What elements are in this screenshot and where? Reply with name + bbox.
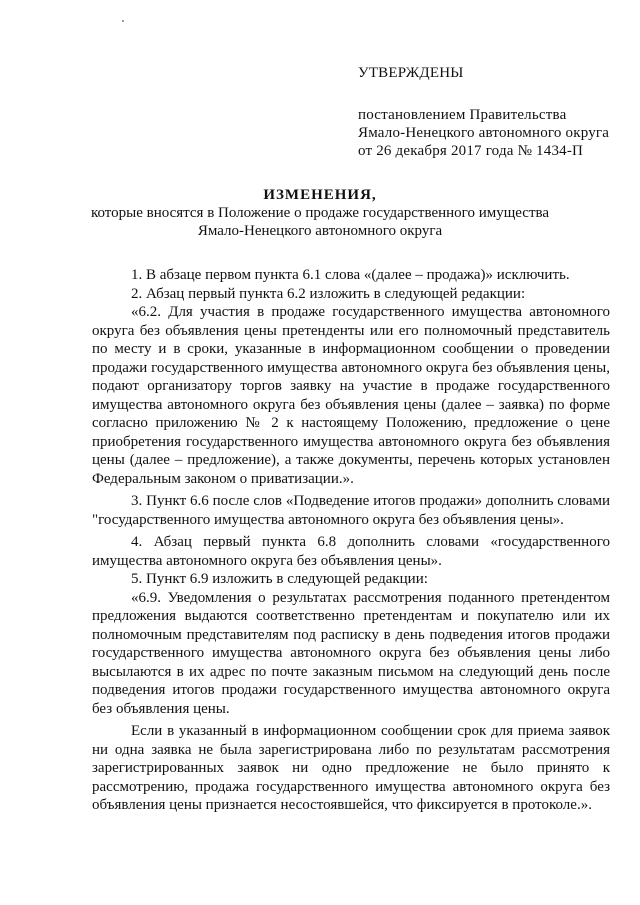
scan-speck bbox=[122, 20, 124, 22]
document-body bbox=[92, 266, 610, 815]
approval-block bbox=[358, 64, 609, 160]
paragraph-item-4: 4. Абзац первый пункта 6.8 дополнить словами «государственного имущества автономного округа без объявления цены». bbox=[92, 534, 610, 569]
approval-title: УТВЕРЖДЕНЫ bbox=[358, 65, 464, 81]
approval-line: Ямало-Ненецкого автономного округа bbox=[358, 125, 610, 141]
paragraph-6-2-text: «6.2. Для участия в продаже государственного имущества автономного округа без объявления цены претенденты или его полномочный представитель по месту и в сроки, указанные в информационном сообщении о проведении продажи государственного имущества автономного округа без объявления цены, подают организатору торгов заявку на участие в продаже государственного имущества автономного округа без объявления цены (далее – заявка) по форме согласно приложению № 2 к настоящему Положению, предложение о цене приобретения государственного имущества автономного округа без объявления цены (далее – предложение), а также документы, перечень которых установлен Федеральным законом о приватизации.». bbox=[92, 304, 610, 487]
document-title: ИЗМЕНЕНИЯ, bbox=[263, 187, 377, 203]
paragraph-6-9-text: «6.9. Уведомления о результатах рассмотрения поданного претендентом предложения выдаются соответственно претендентам и покупателю или их полномочным представителям под расписку в день подведения итогов продажи государственного имущества автономного округа без объявления цены либо высылаются в их адрес по почте заказным письмом на следующий день после подведения итогов продажи государственного имущества автономного округа без объявления цены. bbox=[92, 589, 610, 717]
paragraph-item-5: 5. Пункт 6.9 изложить в следующей редакции: bbox=[131, 571, 428, 587]
paragraph-item-1: 1. В абзаце первом пункта 6.1 слова «(далее – продажа)» исключить. bbox=[131, 267, 570, 283]
paragraph-6-9-continuation: Если в указанный в информационном сообщении срок для приема заявок ни одна заявка не была зарегистрирована либо по результатам рассмотрения зарегистрированных заявок ни одно предложение не было принято к рассмотрению, продажа государственного имущества автономного округа без объявления цены признается несостоявшейся, что фиксируется в протоколе.». bbox=[92, 723, 610, 813]
document-heading bbox=[0, 186, 640, 240]
approval-date-line: от 26 декабря 2017 года № 1434-П bbox=[358, 143, 584, 159]
document-subtitle: Ямало-Ненецкого автономного округа bbox=[197, 223, 443, 239]
approval-line: постановлением Правительства bbox=[358, 107, 567, 123]
paragraph-item-2: 2. Абзац первый пункта 6.2 изложить в следующей редакции: bbox=[131, 285, 526, 302]
paragraph-item-3: 3. Пункт 6.6 после слов «Подведение итогов продажи» дополнить словами "государственного имущества автономного округа без объявления цены». bbox=[92, 493, 610, 528]
document-subtitle: которые вносятся в Положение о продаже государственного имущества bbox=[90, 205, 550, 221]
